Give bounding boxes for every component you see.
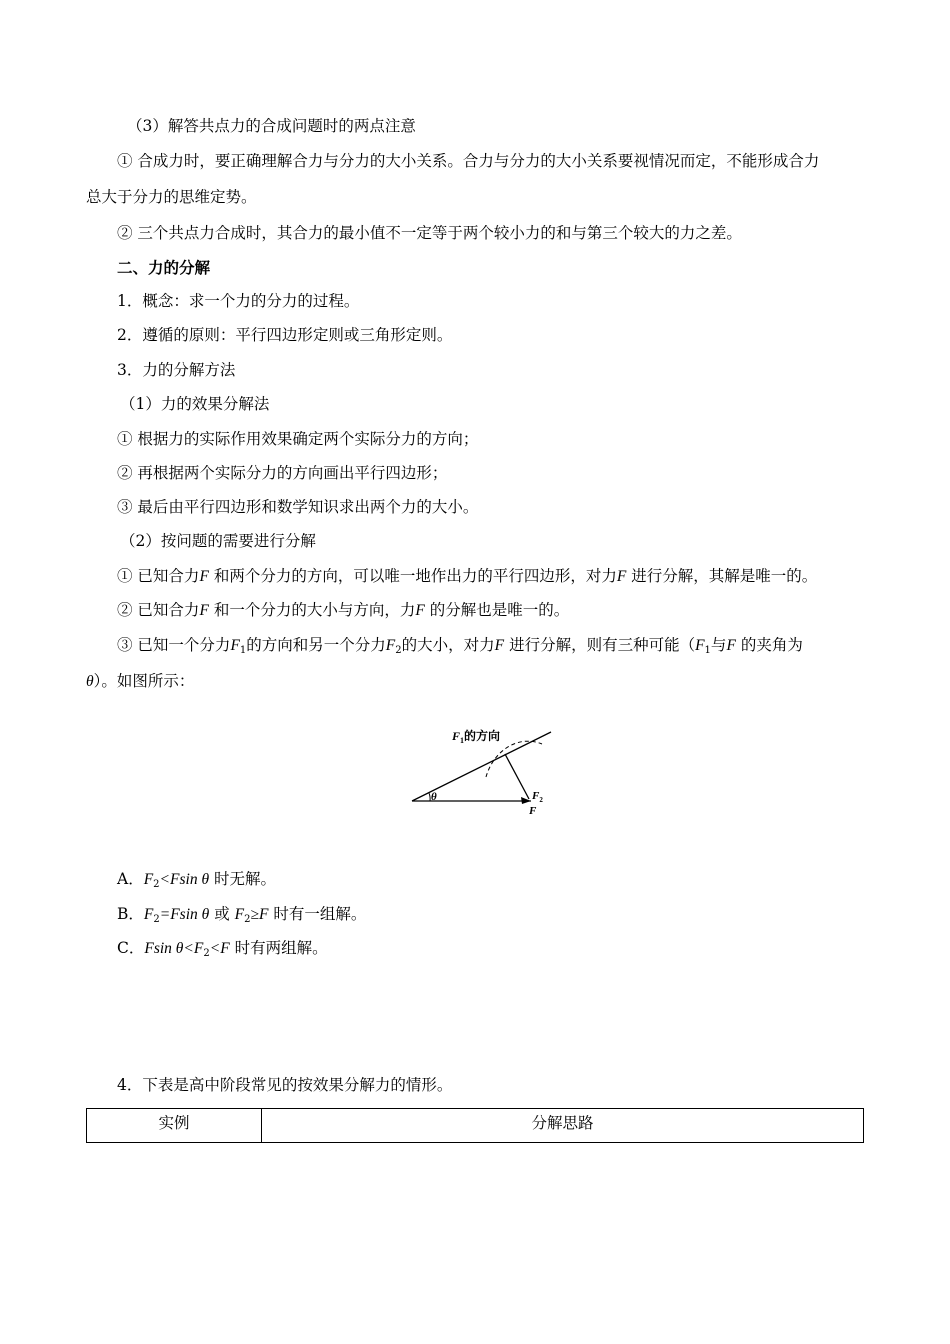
table-header-approach: 分解思路	[531, 1114, 594, 1132]
note-2: ② 三个共点力合成时，其合力的最小值不一定等于两个较小力的和与第三个较大的力之差。	[117, 224, 742, 242]
f-label: F	[529, 805, 537, 817]
item-methods: 3．力的分解方法	[117, 361, 236, 379]
method-1-step-b: ② 再根据两个实际分力的方向画出平行四边形；	[117, 464, 448, 482]
text: ② 已知合力	[117, 601, 200, 619]
condition: =Fsin θ	[159, 906, 210, 923]
symbol-F2: F	[143, 906, 154, 923]
text: 时无解。	[214, 870, 277, 888]
symbol-F1: F	[695, 637, 705, 654]
section-heading-notes: （3）解答共点力的合成问题时的两点注意	[127, 117, 416, 135]
theta-angle-arc	[429, 793, 430, 801]
text: 的大小，对力	[401, 636, 495, 654]
symbol-F1: F	[230, 637, 240, 654]
text: 和两个分力的方向，可以唯一地作出力的平行四边形，对力	[213, 567, 617, 585]
label-sub: 1	[460, 736, 465, 745]
f2-vector-line	[505, 754, 529, 799]
symbol-F2: F	[143, 871, 154, 888]
method-2-title: （2）按问题的需要进行分解	[120, 532, 316, 550]
decomposition-table	[86, 1108, 864, 1143]
symbol-F: F	[616, 568, 627, 585]
subscript: 2	[153, 914, 160, 925]
text: 与	[710, 636, 727, 654]
method-2-case-a	[117, 565, 817, 588]
table-header-example: 实例	[87, 1109, 262, 1142]
symbol-theta: θ	[86, 673, 94, 690]
theta-label: θ	[431, 791, 437, 803]
text: B．	[117, 905, 144, 923]
text: 的夹角为	[740, 636, 803, 654]
item-concept: 1．概念：求一个力的分力的过程。	[117, 292, 360, 310]
symbol-F: F	[494, 637, 505, 654]
option-c	[117, 937, 328, 960]
condition: Fsin θ<	[144, 940, 194, 957]
condition: ≥F	[250, 906, 269, 923]
section-title-decomposition: 二、力的分解	[117, 258, 211, 277]
text: A．	[117, 870, 144, 888]
method-1-step-c: ③ 最后由平行四边形和数学知识求出两个力的大小。	[117, 498, 479, 516]
text: 时有两组解。	[234, 939, 328, 957]
subscript: 2	[244, 914, 251, 925]
label-f: F	[452, 729, 461, 743]
text: 的分解也是唯一的。	[429, 601, 570, 619]
text: 和一个分力的大小与方向，力	[213, 601, 416, 619]
force-decomposition-figure	[405, 722, 565, 822]
text: 或	[214, 905, 230, 923]
condition: <F	[209, 940, 230, 957]
method-1-step-a: ① 根据力的实际作用效果确定两个实际分力的方向；	[117, 430, 479, 448]
item-principle: 2．遵循的原则：平行四边形定则或三角形定则。	[117, 326, 453, 344]
text: ）。如图所示：	[93, 672, 195, 690]
label-text: 的方向	[464, 729, 501, 743]
subscript: 2	[395, 645, 402, 656]
f1-direction-label	[451, 728, 500, 745]
condition: <Fsin θ	[159, 871, 210, 888]
text: ① 已知合力	[117, 567, 200, 585]
text: 进行分解，其解是唯一的。	[631, 567, 818, 585]
f-arrowhead	[521, 797, 531, 804]
subscript: 2	[153, 879, 160, 890]
symbol-F2: F	[385, 637, 396, 654]
note-1-line-1: ① 合成力时，要正确理解合力与分力的大小关系。合力与分力的大小关系要视情况而定，不能形成合力	[117, 152, 820, 170]
label-f2: F	[532, 790, 540, 802]
text: C．	[117, 939, 145, 957]
label-sub: 2	[539, 796, 543, 804]
symbol-F: F	[199, 568, 209, 585]
text: ③ 已知一个分力	[117, 636, 231, 654]
symbol-F2: F	[193, 940, 204, 957]
table-intro: 4．下表是高中阶段常见的按效果分解力的情形。	[117, 1076, 453, 1094]
subscript: 1	[239, 645, 247, 656]
symbol-F2: F	[234, 906, 245, 923]
symbol-F: F	[199, 602, 209, 619]
symbol-F: F	[415, 602, 425, 619]
option-b	[117, 903, 366, 926]
method-2-case-c-line-2	[86, 670, 194, 693]
f2-label	[531, 790, 543, 804]
method-2-case-c-line-1	[117, 634, 803, 657]
text: 进行分解，则有三种可能（	[509, 636, 696, 654]
subscript: 2	[203, 948, 210, 959]
method-2-case-b	[117, 599, 569, 622]
option-a	[117, 868, 276, 891]
text: 的方向和另一个分力	[246, 636, 386, 654]
text: 时有一组解。	[273, 905, 367, 923]
subscript: 1	[704, 645, 711, 656]
note-1-line-2: 总大于分力的思维定势。	[86, 188, 257, 206]
symbol-F: F	[726, 637, 736, 654]
method-1-title: （1）力的效果分解法	[120, 395, 270, 413]
